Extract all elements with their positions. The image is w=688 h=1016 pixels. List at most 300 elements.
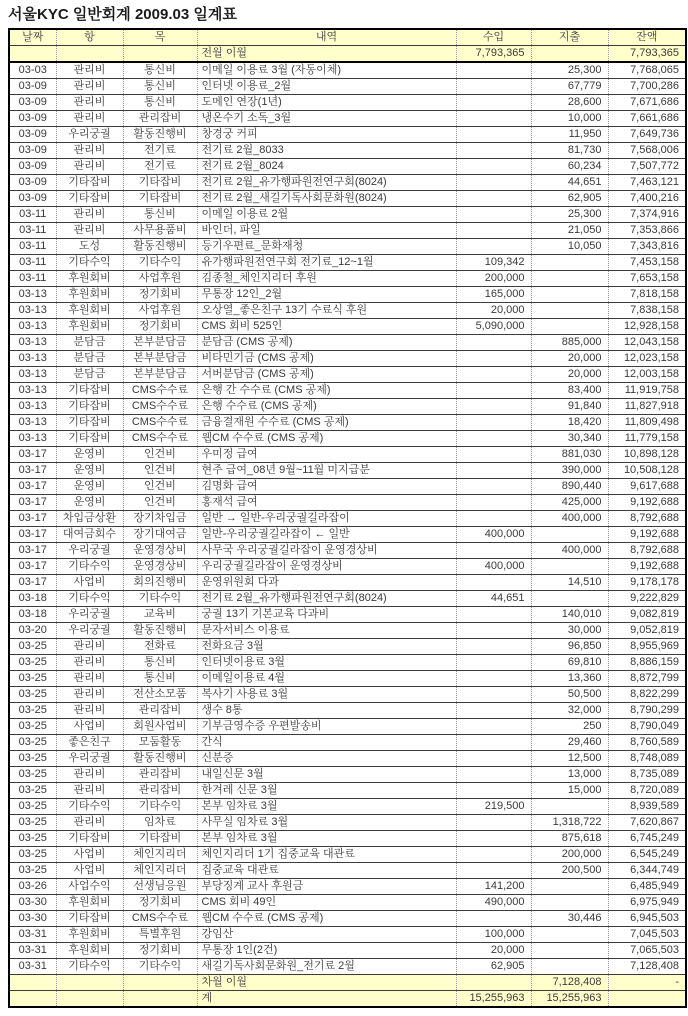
cell-cat: 관리비 (56, 207, 123, 223)
cell-date: 03-25 (9, 671, 56, 687)
cell-date: 03-17 (9, 495, 56, 511)
cell-balance: 7,343,816 (608, 239, 686, 255)
cell-cat: 관리비 (56, 655, 123, 671)
cell-expense: 62,905 (531, 191, 608, 207)
cell-desc: 일반 → 일반-우리궁궐길라잡이 (197, 511, 456, 527)
cell-item: 교육비 (123, 607, 197, 623)
cell-balance: 7,353,866 (608, 223, 686, 239)
table-row (9, 143, 686, 159)
cell-expense: 390,000 (531, 463, 608, 479)
cell-desc: 전기료 2월_새길기독사회문화원(8024) (197, 191, 456, 207)
cell-date (9, 991, 56, 1008)
cell-item: 사업후원 (123, 271, 197, 287)
cell-desc: 부당징계 교사 후원금 (197, 879, 456, 895)
table-row (9, 607, 686, 623)
cell-date: 03-13 (9, 287, 56, 303)
cell-cat: 후원회비 (56, 319, 123, 335)
cell-date: 03-18 (9, 607, 56, 623)
cell-cat: 후원회비 (56, 287, 123, 303)
cell-balance: 8,760,589 (608, 735, 686, 751)
cell-date: 03-13 (9, 415, 56, 431)
cell-date: 03-17 (9, 527, 56, 543)
cell-date: 03-13 (9, 367, 56, 383)
cell-item: 통신비 (123, 62, 197, 79)
cell-item: CMS수수료 (123, 415, 197, 431)
cell-balance: 7,128,408 (608, 959, 686, 975)
cell-desc: 금융결재원 수수료 (CMS 공제) (197, 415, 456, 431)
cell-cat: 분담금 (56, 351, 123, 367)
table-row (9, 399, 686, 415)
cell-income (456, 767, 531, 783)
cell-item: 운영경상비 (123, 543, 197, 559)
cell-income (456, 575, 531, 591)
cell-desc: 이메일 이용료 2월 (197, 207, 456, 223)
cell-income (456, 495, 531, 511)
cell-date: 03-11 (9, 239, 56, 255)
header-date: 날짜 (9, 29, 56, 46)
cell-desc: 체인지리더 1기 집중교육 대관료 (197, 847, 456, 863)
cell-date: 03-09 (9, 159, 56, 175)
cell-income (456, 463, 531, 479)
cell-date: 03-25 (9, 639, 56, 655)
table-row (9, 223, 686, 239)
table-row (9, 543, 686, 559)
cell-cat: 기타수익 (56, 959, 123, 975)
cell-expense (531, 943, 608, 959)
cell-balance: 11,809,498 (608, 415, 686, 431)
cell-income (456, 655, 531, 671)
cell-income (456, 383, 531, 399)
cell-cat: 사업비 (56, 575, 123, 591)
summary-row (9, 975, 686, 991)
table-row (9, 527, 686, 543)
table-row (9, 127, 686, 143)
cell-cat: 분담금 (56, 367, 123, 383)
cell-expense: 50,500 (531, 687, 608, 703)
cell-cat: 운영비 (56, 479, 123, 495)
cell-expense (531, 799, 608, 815)
cell-balance: 9,192,688 (608, 495, 686, 511)
cell-desc: 인터넷 이용료_2월 (197, 79, 456, 95)
cell-desc: 본부 임차료 3월 (197, 799, 456, 815)
cell-date: 03-25 (9, 815, 56, 831)
cell-expense (531, 303, 608, 319)
cell-desc: 이메일이용료 4월 (197, 671, 456, 687)
cell-desc: 창경궁 커피 (197, 127, 456, 143)
table-row (9, 671, 686, 687)
cell-desc: 전기료 2월_8033 (197, 143, 456, 159)
cell-cat: 운영비 (56, 447, 123, 463)
cell-date: 03-17 (9, 559, 56, 575)
table-row (9, 719, 686, 735)
table-row (9, 559, 686, 575)
cell-income: 44,651 (456, 591, 531, 607)
cell-income (456, 159, 531, 175)
cell-cat: 우리궁궐 (56, 623, 123, 639)
cell-item: 통신비 (123, 655, 197, 671)
cell-date: 03-17 (9, 511, 56, 527)
cell-date: 03-20 (9, 623, 56, 639)
cell-income (456, 351, 531, 367)
cell-income (456, 143, 531, 159)
cell-item: 사무용품비 (123, 223, 197, 239)
cell-income (456, 687, 531, 703)
cell-expense: 425,000 (531, 495, 608, 511)
cell-expense: 30,446 (531, 911, 608, 927)
cell-expense: 1,318,722 (531, 815, 608, 831)
cell-date: 03-11 (9, 223, 56, 239)
cell-expense (531, 527, 608, 543)
cell-balance: 12,928,158 (608, 319, 686, 335)
cell-income (456, 543, 531, 559)
table-row (9, 175, 686, 191)
table-row (9, 479, 686, 495)
cell-expense: 13,360 (531, 671, 608, 687)
cell-date: 03-18 (9, 591, 56, 607)
cell-balance: 12,003,158 (608, 367, 686, 383)
header-description: 내역 (197, 29, 456, 46)
cell-cat: 사업비 (56, 719, 123, 735)
cell-item: 인건비 (123, 479, 197, 495)
cell-cat: 분담금 (56, 335, 123, 351)
cell-item (123, 991, 197, 1008)
cell-cat: 관리비 (56, 767, 123, 783)
cell-income (456, 479, 531, 495)
page-title: 서울KYC 일반회계 2009.03 일계표 (8, 6, 237, 23)
cell-desc: CMS 회비 49인 (197, 895, 456, 911)
cell-expense: 885,000 (531, 335, 608, 351)
table-row (9, 767, 686, 783)
cell-desc: 복사기 사용료 3월 (197, 687, 456, 703)
cell-income (456, 783, 531, 799)
cell-balance: 9,192,688 (608, 559, 686, 575)
cell-item: 통신비 (123, 79, 197, 95)
table-row (9, 831, 686, 847)
cell-desc: 김명화 급여 (197, 479, 456, 495)
header-expense: 지출 (531, 29, 608, 46)
header-income: 수입 (456, 29, 531, 46)
cell-expense: 32,000 (531, 703, 608, 719)
cell-income: 200,000 (456, 271, 531, 287)
cell-income (456, 511, 531, 527)
table-row (9, 575, 686, 591)
header-category: 항 (56, 29, 123, 46)
cell-date: 03-13 (9, 399, 56, 415)
cell-date: 03-25 (9, 751, 56, 767)
cell-desc: 우미정 급여 (197, 447, 456, 463)
cell-item (123, 46, 197, 63)
cell-desc: 기부금영수증 우편발송비 (197, 719, 456, 735)
table-row (9, 239, 686, 255)
cell-cat: 기타수익 (56, 591, 123, 607)
cell-item: 관리잡비 (123, 703, 197, 719)
table-row (9, 751, 686, 767)
cell-cat: 후원회비 (56, 895, 123, 911)
cell-income (456, 607, 531, 623)
cell-item: 기타수익 (123, 959, 197, 975)
cell-income: 141,200 (456, 879, 531, 895)
cell-desc: 내일신문 3월 (197, 767, 456, 783)
cell-date: 03-13 (9, 335, 56, 351)
cell-item: 기타잡비 (123, 191, 197, 207)
header-item: 목 (123, 29, 197, 46)
cell-income: 100,000 (456, 927, 531, 943)
cell-balance: 8,939,589 (608, 799, 686, 815)
cell-item: 본부분담금 (123, 367, 197, 383)
cell-desc: 이메일 이용료 3월 (자동이체) (197, 62, 456, 79)
cell-item: 회의진행비 (123, 575, 197, 591)
table-row (9, 687, 686, 703)
table-row (9, 463, 686, 479)
cell-desc: 은행 간 수수료 (CMS 공제) (197, 383, 456, 399)
cell-balance: 8,822,299 (608, 687, 686, 703)
table-row (9, 495, 686, 511)
cell-cat (56, 991, 123, 1008)
cell-cat: 사업비 (56, 847, 123, 863)
cell-cat: 좋은친구 (56, 735, 123, 751)
cell-desc: 전기료 2월_유가행파원전연구회(8024) (197, 591, 456, 607)
cell-expense: 18,420 (531, 415, 608, 431)
table-row (9, 591, 686, 607)
cell-expense (531, 879, 608, 895)
cell-balance (608, 991, 686, 1008)
table-row (9, 383, 686, 399)
table-row (9, 319, 686, 335)
cell-date: 03-09 (9, 143, 56, 159)
cell-date: 03-25 (9, 719, 56, 735)
cell-item: 관리잡비 (123, 783, 197, 799)
cell-balance: 7,045,503 (608, 927, 686, 943)
cell-cat (56, 975, 123, 991)
cell-desc: 문자서비스 이용료 (197, 623, 456, 639)
table-row (9, 735, 686, 751)
cell-desc: 냉온수기 소독_3월 (197, 111, 456, 127)
cell-income: 5,090,000 (456, 319, 531, 335)
table-row (9, 447, 686, 463)
cell-expense: 25,300 (531, 207, 608, 223)
table-row (9, 255, 686, 271)
cell-date: 03-13 (9, 319, 56, 335)
cell-expense: 400,000 (531, 511, 608, 527)
cell-date: 03-25 (9, 703, 56, 719)
cell-date: 03-26 (9, 879, 56, 895)
table-row (9, 959, 686, 975)
cell-item: 기타수익 (123, 255, 197, 271)
cell-balance: 6,485,949 (608, 879, 686, 895)
cell-item: 정기회비 (123, 319, 197, 335)
cell-income (456, 399, 531, 415)
ledger-body (9, 46, 686, 1008)
cell-date: 03-13 (9, 303, 56, 319)
cell-date: 03-13 (9, 351, 56, 367)
cell-income (456, 431, 531, 447)
cell-date: 03-09 (9, 127, 56, 143)
cell-date: 03-09 (9, 191, 56, 207)
cell-expense (531, 927, 608, 943)
cell-income (456, 751, 531, 767)
cell-cat: 기타잡비 (56, 431, 123, 447)
cell-expense: 890,440 (531, 479, 608, 495)
cell-cat: 우리궁궐 (56, 127, 123, 143)
cell-item: 사업후원 (123, 303, 197, 319)
cell-balance: 10,898,128 (608, 447, 686, 463)
cell-income: 7,793,365 (456, 46, 531, 63)
cell-item: 인건비 (123, 447, 197, 463)
table-row (9, 623, 686, 639)
cell-desc: 강임산 (197, 927, 456, 943)
cell-expense: 200,500 (531, 863, 608, 879)
cell-balance: 7,400,216 (608, 191, 686, 207)
cell-item: 기타잡비 (123, 831, 197, 847)
cell-desc: 계 (197, 991, 456, 1008)
cell-balance: 7,463,121 (608, 175, 686, 191)
cell-date: 03-25 (9, 735, 56, 751)
cell-item: 활동진행비 (123, 239, 197, 255)
cell-desc: 홍재석 급여 (197, 495, 456, 511)
header-balance: 잔액 (608, 29, 686, 46)
table-row (9, 927, 686, 943)
cell-item: CMS수수료 (123, 383, 197, 399)
cell-item: 기타잡비 (123, 175, 197, 191)
cell-item: 회원사업비 (123, 719, 197, 735)
table-row (9, 159, 686, 175)
cell-item: 정기회비 (123, 287, 197, 303)
cell-expense: 29,460 (531, 735, 608, 751)
cell-income: 109,342 (456, 255, 531, 271)
table-row (9, 783, 686, 799)
cell-expense: 140,010 (531, 607, 608, 623)
cell-desc: 현주 급여_08년 9월~11월 미지급분 (197, 463, 456, 479)
cell-balance: 9,052,819 (608, 623, 686, 639)
cell-balance: 9,222,829 (608, 591, 686, 607)
cell-income (456, 111, 531, 127)
cell-expense (531, 287, 608, 303)
cell-desc: 사무실 임차료 3월 (197, 815, 456, 831)
cell-cat: 관리비 (56, 671, 123, 687)
table-row (9, 95, 686, 111)
cell-balance: 7,065,503 (608, 943, 686, 959)
cell-income (456, 95, 531, 111)
cell-expense: 30,000 (531, 623, 608, 639)
cell-expense: 14,510 (531, 575, 608, 591)
cell-balance: 8,720,089 (608, 783, 686, 799)
cell-expense (531, 255, 608, 271)
cell-date: 03-17 (9, 575, 56, 591)
cell-income (456, 671, 531, 687)
cell-item: 정기회비 (123, 895, 197, 911)
cell-balance: 7,568,006 (608, 143, 686, 159)
cell-expense: 21,050 (531, 223, 608, 239)
cell-date: 03-17 (9, 463, 56, 479)
cell-cat: 관리비 (56, 62, 123, 79)
cell-desc: 도메인 연장(1년) (197, 95, 456, 111)
table-row (9, 79, 686, 95)
cell-balance: 8,792,688 (608, 543, 686, 559)
cell-expense (531, 46, 608, 63)
cell-item: 전기료 (123, 143, 197, 159)
cell-income (456, 719, 531, 735)
cell-expense: 20,000 (531, 367, 608, 383)
cell-balance: 8,872,799 (608, 671, 686, 687)
cell-item: 체인지리더 (123, 863, 197, 879)
cell-expense: 250 (531, 719, 608, 735)
cell-item: 모둠활동 (123, 735, 197, 751)
cell-item: 장기차입금 (123, 511, 197, 527)
cell-expense: 25,300 (531, 62, 608, 79)
cell-date (9, 46, 56, 63)
header-row (9, 29, 686, 46)
cell-desc: 분담금 (CMS 공제) (197, 335, 456, 351)
cell-balance: 11,779,158 (608, 431, 686, 447)
cell-balance: 7,661,686 (608, 111, 686, 127)
cell-cat: 도성 (56, 239, 123, 255)
cell-item: CMS수수료 (123, 399, 197, 415)
cell-cat: 관리비 (56, 159, 123, 175)
cell-balance: 7,671,686 (608, 95, 686, 111)
cell-income (456, 415, 531, 431)
cell-income: 400,000 (456, 559, 531, 575)
cell-income (456, 79, 531, 95)
table-row (9, 62, 686, 79)
cell-balance: 8,735,089 (608, 767, 686, 783)
cell-item: 특별후원 (123, 927, 197, 943)
cell-balance: 12,023,158 (608, 351, 686, 367)
cell-item: 임차료 (123, 815, 197, 831)
cell-item: CMS수수료 (123, 431, 197, 447)
cell-expense (531, 271, 608, 287)
table-row (9, 655, 686, 671)
cell-date: 03-31 (9, 959, 56, 975)
summary-row (9, 991, 686, 1008)
cell-desc: 등기우편료_문화재청 (197, 239, 456, 255)
cell-date: 03-30 (9, 895, 56, 911)
cell-income: 490,000 (456, 895, 531, 911)
cell-balance: 6,745,249 (608, 831, 686, 847)
cell-item: CMS수수료 (123, 911, 197, 927)
cell-income (456, 223, 531, 239)
cell-cat: 후원회비 (56, 303, 123, 319)
cell-balance: 8,886,159 (608, 655, 686, 671)
cell-date: 03-25 (9, 767, 56, 783)
cell-income (456, 207, 531, 223)
cell-income: 15,255,963 (456, 991, 531, 1008)
cell-balance: 8,792,688 (608, 511, 686, 527)
cell-cat: 기타잡비 (56, 191, 123, 207)
cell-expense: 11,950 (531, 127, 608, 143)
cell-item: 관리잡비 (123, 111, 197, 127)
cell-desc: 오상열_좋은친구 13기 수료식 후원 (197, 303, 456, 319)
cell-cat (56, 46, 123, 63)
cell-item: 전기료 (123, 159, 197, 175)
cell-desc: 유가행파원전연구회 전기료_12~1월 (197, 255, 456, 271)
cell-cat: 관리비 (56, 223, 123, 239)
cell-income (456, 911, 531, 927)
cell-cat: 관리비 (56, 143, 123, 159)
cell-date (9, 975, 56, 991)
cell-income (456, 367, 531, 383)
cell-expense: 7,128,408 (531, 975, 608, 991)
cell-cat: 후원회비 (56, 943, 123, 959)
cell-expense: 67,779 (531, 79, 608, 95)
cell-cat: 기타잡비 (56, 383, 123, 399)
cell-expense: 15,255,963 (531, 991, 608, 1008)
cell-expense: 10,000 (531, 111, 608, 127)
cell-balance: 9,617,688 (608, 479, 686, 495)
cell-cat: 기타잡비 (56, 911, 123, 927)
cell-balance: 7,653,158 (608, 271, 686, 287)
cell-expense: 91,840 (531, 399, 608, 415)
cell-cat: 기타수익 (56, 559, 123, 575)
